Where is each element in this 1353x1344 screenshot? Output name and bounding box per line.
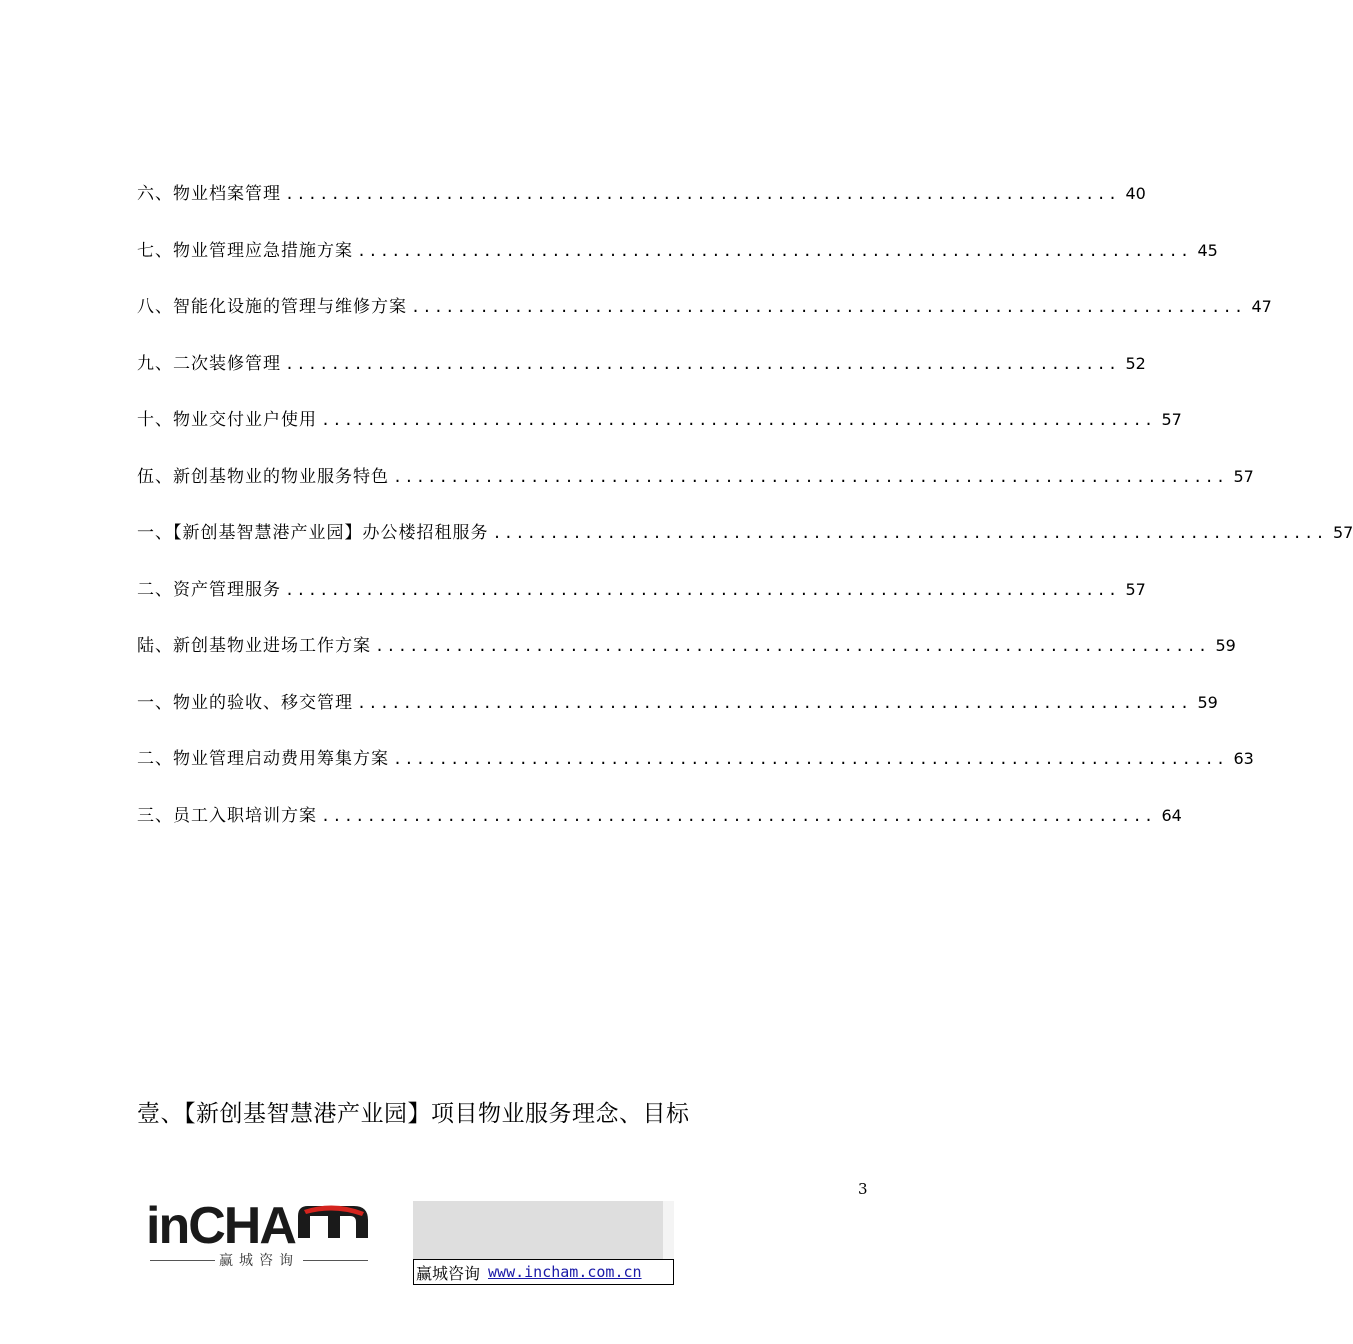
website-link[interactable]: www.incham.com.cn [488,1263,642,1281]
toc-entry-title: 七、物业管理应急措施方案 [137,240,353,261]
toc-entry-page: 40 [1125,184,1146,203]
footer-label-line [413,1259,674,1285]
toc-leader-dots: ......................................................................... [375,637,1210,655]
toc-leader-dots: ......................................................................... [393,467,1228,486]
logo-wordmark [146,1197,295,1255]
toc-leader-dots: ......................................................................... [285,580,1120,599]
toc-entry-title: 三、员工入职培训方案 [137,805,317,826]
toc-entry-title: 九、二次装修管理 [137,353,281,374]
toc-entry[interactable] [137,293,1272,350]
footer-box-shade [663,1201,674,1259]
toc-entry-page: 45 [1197,240,1218,260]
toc-entry[interactable] [137,576,1146,633]
logo-divider-right [303,1260,368,1261]
toc-entry[interactable] [137,350,1146,407]
company-name: 赢城咨询 [416,1263,481,1283]
toc-leader-dots: ......................................................................... [285,354,1120,373]
toc-entry-page: 63 [1233,749,1254,768]
toc-entry-title: 十、物业交付业户使用 [137,410,317,430]
toc-leader-dots: ......................................................................... [321,806,1156,825]
toc-entry[interactable] [137,745,1254,802]
page-number: 3 [858,1180,868,1198]
toc-entry-page: 64 [1161,805,1182,825]
toc-entry[interactable] [137,689,1218,746]
toc-entry-page: 47 [1251,297,1272,316]
section-heading: 壹、【新创基智慧港产业园】项目物业服务理念、目标 [137,1101,690,1127]
toc-entry-page: 59 [1197,692,1218,712]
toc-entry[interactable] [137,632,1236,689]
toc-entry-page: 52 [1125,353,1146,373]
toc-entry-title: 一、物业的验收、移交管理 [137,692,353,713]
logo-divider-left [150,1260,215,1261]
toc-entry-page: 57 [1332,523,1353,542]
toc-entry-title: 二、资产管理服务 [137,579,281,600]
toc-entry[interactable] [137,519,1353,576]
toc-entry[interactable] [137,237,1218,294]
logo-subtitle-text: 赢城咨询 [219,1253,299,1269]
toc-leader-dots: ......................................................................... [357,693,1192,712]
toc-entry[interactable] [137,180,1146,237]
toc-entry-title: 伍、新创基物业的物业服务特色 [137,466,389,487]
toc-leader-dots: ......................................................................... [411,298,1246,316]
toc-leader-dots: ......................................................................... [393,750,1228,768]
toc-leader-dots: ......................................................................... [357,241,1192,260]
table-of-contents [137,180,1353,858]
toc-entry[interactable] [137,406,1182,463]
toc-entry-title: 陆、新创基物业进场工作方案 [137,636,371,656]
toc-entry-page: 57 [1161,410,1182,429]
toc-entry-title: 一、【新创基智慧港产业园】办公楼招租服务 [137,523,489,543]
incham-logo [146,1197,372,1278]
toc-entry-title: 八、智能化设施的管理与维修方案 [137,297,407,317]
toc-entry-page: 59 [1215,636,1236,655]
toc-leader-dots: ......................................................................... [321,411,1156,429]
footer-contact-box [413,1201,674,1284]
toc-entry-title: 六、物业档案管理 [137,184,281,204]
toc-leader-dots: ......................................................................... [285,185,1120,203]
toc-entry[interactable] [137,802,1182,859]
toc-entry-page: 57 [1233,466,1254,486]
toc-leader-dots: ......................................................................... [492,524,1327,542]
logo-subtitle [146,1250,372,1270]
toc-entry-page: 57 [1125,579,1146,599]
logo-m-swoosh-icon [294,1202,372,1240]
logo-wordmark-text: inCHA [146,1197,295,1255]
toc-entry-title: 二、物业管理启动费用筹集方案 [137,749,389,769]
toc-entry[interactable] [137,463,1254,520]
